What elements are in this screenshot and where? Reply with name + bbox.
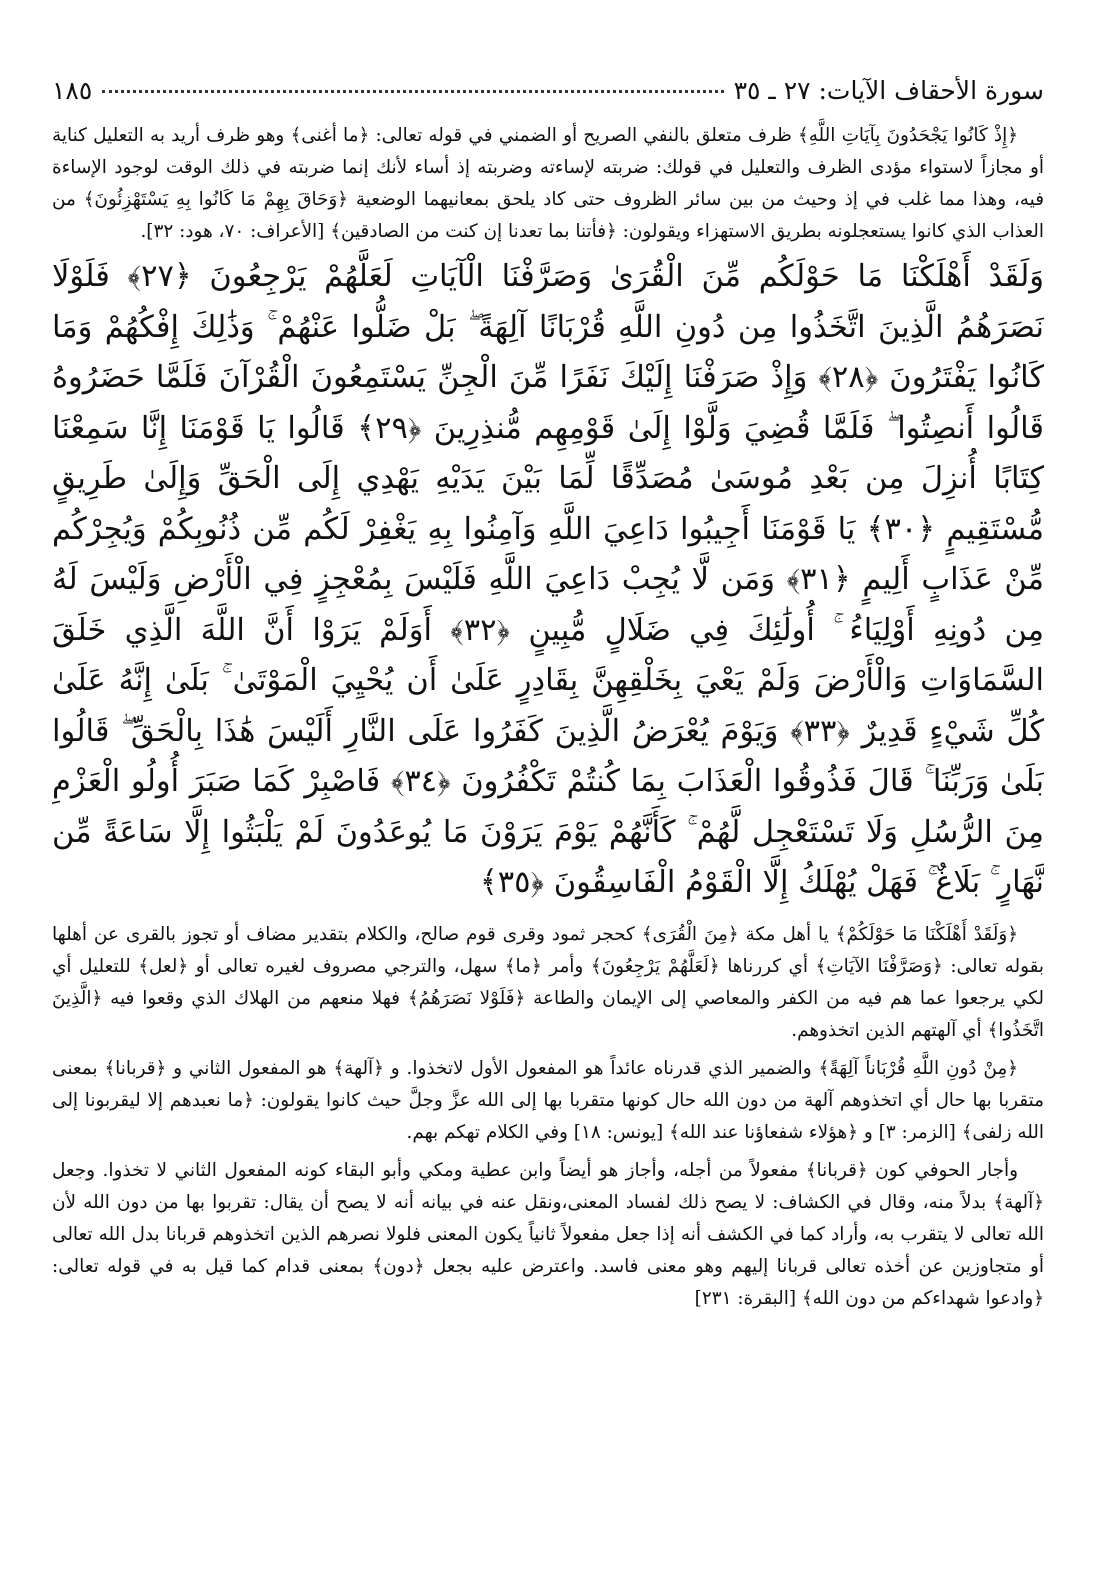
running-header [52,76,1044,112]
commentary-bottom [52,919,1044,1315]
quran-verses-block [52,252,1044,909]
page-number: ١٨٥ [52,76,93,105]
commentary-top [52,120,1044,248]
commentary-paragraph: ﴿وَلَقَدْ أَهْلَكْنَا مَا حَوْلَكُمْ﴾ يا أهل مكة ﴿مِنَ الْقُرَى﴾ كحجر ثمود وقرى قوم صالح، والكلام بتقدير مضاف أو تجوز بالقرى عن أهلها بقوله تعالى: ﴿وَصَرَّفْنَا الآيَاتِ﴾ أي كررناها ﴿لَعَلَّهُمْ يَرْجِعُونَ﴾ وأمر ﴿ما﴾ سهل، والترجي مصروف لغيره تعالى أو ﴿لعل﴾ للتعليل أي لكي يرجعوا عما هم فيه من الكفر والمعاصي إلى الإيمان والطاعة ﴿فَلَوْلا نَصَرَهُمُ﴾ فهلا منعهم من الهلاك الذي وقعوا فيه ﴿الَّذِينَ اتَّخَذُوا﴾ أي آلهتهم الذين اتخذوهم. [52,923,1044,1041]
surah-title: سورة الأحقاف الآيات: ٢٧ ـ ٣٥ [733,76,1044,105]
quran-verses: وَلَقَدْ أَهْلَكْنَا مَا حَوْلَكُم مِّنَ الْقُرَىٰ وَصَرَّفْنَا الْآيَاتِ لَعَلَّهُمْ يَرْجِعُونَ ﴿٢٧﴾ فَلَوْلَا نَصَرَهُمُ الَّذِينَ اتَّخَذُوا مِن دُونِ اللَّهِ قُرْبَانًا آلِهَةً ۖ بَلْ ضَلُّوا عَنْهُمْ ۚ وَذَٰلِكَ إِفْكُهُمْ وَمَا كَانُوا يَفْتَرُونَ ﴿٢٨﴾ وَإِذْ صَرَفْنَا إِلَيْكَ نَفَرًا مِّنَ الْجِنِّ يَسْتَمِعُونَ الْقُرْآنَ فَلَمَّا حَضَرُوهُ قَالُوا أَنصِتُوا ۖ فَلَمَّا قُضِيَ وَلَّوْا إِلَىٰ قَوْمِهِم مُّنذِرِينَ ﴿٢٩﴾ قَالُوا يَا قَوْمَنَا إِنَّا سَمِعْنَا كِتَابًا أُنزِلَ مِن بَعْدِ مُوسَىٰ مُصَدِّقًا لِّمَا بَيْنَ يَدَيْهِ يَهْدِي إِلَى الْحَقِّ وَإِلَىٰ طَرِيقٍ مُّسْتَقِيمٍ ﴿٣٠﴾ يَا قَوْمَنَا أَجِيبُوا دَاعِيَ اللَّهِ وَآمِنُوا بِهِ يَغْفِرْ لَكُم مِّن ذُنُوبِكُمْ وَيُجِرْكُم مِّنْ عَذَابٍ أَلِيمٍ ﴿٣١﴾ وَمَن لَّا يُجِبْ دَاعِيَ اللَّهِ فَلَيْسَ بِمُعْجِزٍ فِي الْأَرْضِ وَلَيْسَ لَهُ مِن دُونِهِ أَوْلِيَاءُ ۚ أُولَٰئِكَ فِي ضَلَالٍ مُّبِينٍ ﴿٣٢﴾ أَوَلَمْ يَرَوْا أَنَّ اللَّهَ الَّذِي خَلَقَ السَّمَاوَاتِ وَالْأَرْضَ وَلَمْ يَعْيَ بِخَلْقِهِنَّ بِقَادِرٍ عَلَىٰ أَن يُحْيِيَ الْمَوْتَىٰ ۚ بَلَىٰ إِنَّهُ عَلَىٰ كُلِّ شَيْءٍ قَدِيرٌ ﴿٣٣﴾ وَيَوْمَ يُعْرَضُ الَّذِينَ كَفَرُوا عَلَى النَّارِ أَلَيْسَ هَٰذَا بِالْحَقِّ ۖ قَالُوا بَلَىٰ وَرَبِّنَا ۚ قَالَ فَذُوقُوا الْعَذَابَ بِمَا كُنتُمْ تَكْفُرُونَ ﴿٣٤﴾ فَاصْبِرْ كَمَا صَبَرَ أُولُو الْعَزْمِ مِنَ الرُّسُلِ وَلَا تَسْتَعْجِل لَّهُمْ ۚ كَأَنَّهُمْ يَوْمَ يَرَوْنَ مَا يُوعَدُونَ لَمْ يَلْبَثُوا إِلَّا سَاعَةً مِّن نَّهَارٍ ۚ بَلَاغٌ ۚ فَهَلْ يُهْلَكُ إِلَّا الْقَوْمُ الْفَاسِقُونَ ﴿٣٥﴾ [52,259,1044,900]
commentary-paragraph: وأجار الحوفي كون ﴿قربانا﴾ مفعولاً من أجله، وأجاز هو أيضاً وابن عطية ومكي وأبو البقاء كونه المفعول الثاني لا تخذوا. وجعل ﴿آلهة﴾ بدلاً منه، وقال في الكشاف: لا يصح ذلك لفساد المعنى،ونقل عنه في بيانه أنه لا يصح أن يقال: تقربوا بها من دون الله لأن الله تعالى لا يتقرب به، وأراد كما في الكشف أنه إذا جعل مفعولاً ثانياً يكون المعنى فلولا نصرهم الذين اتخذوهم قربانا بدل الله تعالى أو متجاوزين عن أخذه تعالى قربانا إليهم وهو معنى فاسد. واعترض عليه بجعل ﴿دون﴾ بمعنى قدام كما قيل به في قوله تعالى: ﴿وادعوا شهداءكم من دون الله﴾ [البقرة: ٢٣١] [52,1159,1044,1309]
commentary-paragraph: ﴿مِنْ دُونِ اللَّهِ قُرْبَاناً آلِهَةً﴾ والضمير الذي قدرناه عائداً هو المفعول الأول لاتخذوا. و ﴿آلهة﴾ هو المفعول الثاني و ﴿قربانا﴾ بمعنى متقربا بها حال أي اتخذوهم آلهة من دون الله حال كونها متقربا بها إلى الله عزَّ وجلَّ حيث كانوا يقولون: ﴿ما نعبدهم إلا ليقربونا إلى الله زلفى﴾ [الزمر: ٣] و ﴿هؤلاء شفعاؤنا عند الله﴾ [يونس: ١٨] وفي الكلام تهكم بهم. [52,1057,1044,1143]
leader-dots [102,90,723,93]
commentary-paragraph: ﴿إِذْ كَانُوا يَجْحَدُونَ بِآيَاتِ اللَّهِ﴾ ظرف متعلق بالنفي الصريح أو الضمني في قوله تعالى: ﴿ما أغنى﴾ وهو ظرف أريد به التعليل كناية أو مجازاً لاستواء مؤدى الظرف والتعليل في قولك: ضربته لإساءته وضربته إذ أساء لأنك إنما ضربته في ذلك الوقت لوجود الإساءة فيه، وهذا مما غلب في إذ وحيث من بين سائر الظروف حتى كاد يلحق بمعانيهما الوضعية ﴿وَحَاقَ بِهِمْ مَا كَانُوا بِهِ يَسْتَهْزِئُونَ﴾ من العذاب الذي كانوا يستعجلونه بطريق الاستهزاء ويقولون: ﴿فأتنا بما تعدنا إن كنت من الصادقين﴾ [الأعراف: ٧٠، هود: ٣٢]. [52,125,1044,242]
book-page [52,76,1044,1566]
